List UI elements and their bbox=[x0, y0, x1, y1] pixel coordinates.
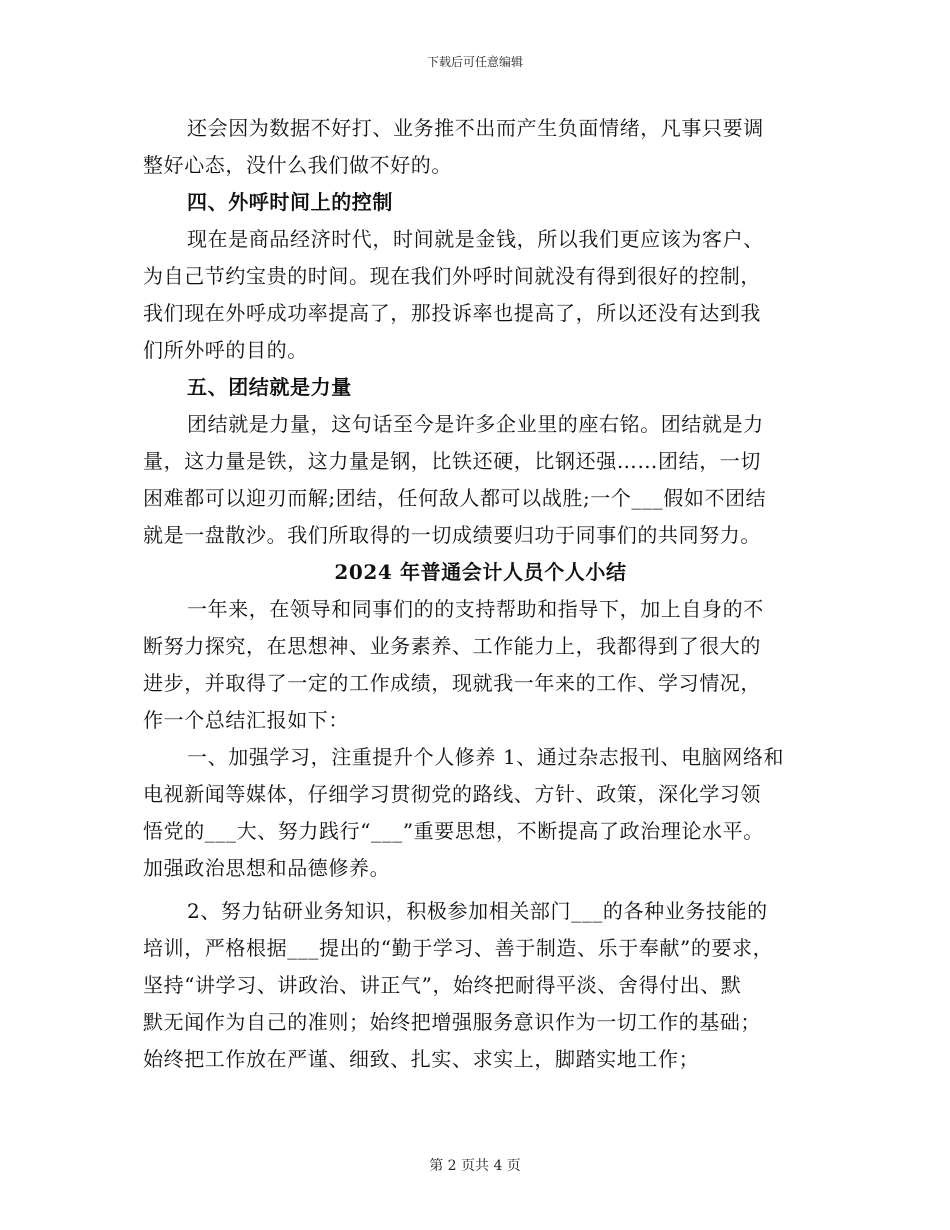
paragraph-line: 困难都可以迎刃而解;团结，任何敌人都可以战胜;一个___假如不团结 bbox=[143, 486, 767, 510]
paragraph-line: 断努力探究，在思想神、业务素养、工作能力上，我都得到了很大的 bbox=[143, 634, 761, 658]
paragraph-line: 始终把工作放在严谨、细致、扎实、求实上，脚踏实地工作； bbox=[143, 1047, 700, 1071]
paragraph-line: 们所外呼的目的。 bbox=[143, 338, 308, 362]
paragraph-line: 悟党的___大、努力践行“___”重要思想，不断提高了政治理论水平。 bbox=[143, 819, 764, 843]
paragraph-line: 电视新闻等媒体，仔细学习贯彻党的路线、方针、政策，深化学习领 bbox=[143, 782, 761, 806]
paragraph-line: 团结就是力量，这句话至今是许多企业里的座右铭。团结就是力 bbox=[187, 412, 764, 436]
page-header: 下载后可任意编辑 bbox=[426, 55, 523, 69]
paragraph-line: 现在是商品经济时代，时间就是金钱，所以我们更应该为客户、 bbox=[187, 227, 764, 251]
paragraph-line: 整好心态，没什么我们做不好的。 bbox=[143, 153, 452, 177]
paragraph-line: 为自己节约宝贵的时间。现在我们外呼时间就没有得到很好的控制， bbox=[143, 264, 761, 288]
paragraph-line: 一年来，在领导和同事们的的支持帮助和指导下，加上自身的不 bbox=[187, 597, 764, 621]
paragraph-line: 坚持“讲学习、讲政治、讲正气”，始终把耐得平淡、舍得付出、默 bbox=[143, 973, 742, 997]
page-footer: 第 2 页共 4 页 bbox=[429, 1158, 521, 1174]
paragraph-line: 进步，并取得了一定的工作成绩，现就我一年来的工作、学习情况， bbox=[143, 671, 761, 695]
document-body bbox=[143, 110, 818, 1078]
paragraph-line: 默无闻作为自己的准则；始终把增强服务意识作为一切工作的基础； bbox=[143, 1010, 761, 1034]
paragraph-line: 我们现在外呼成功率提高了，那投诉率也提高了，所以还没有达到我 bbox=[143, 301, 761, 325]
document-title: 2024 年普通会计人员个人小结 bbox=[334, 560, 627, 584]
paragraph-line: 一、加强学习，注重提升个人修养 1、通过杂志报刊、电脑网络和 bbox=[187, 745, 785, 769]
section-heading: 四、外呼时间上的控制 bbox=[187, 190, 393, 214]
section-heading: 五、团结就是力量 bbox=[187, 375, 352, 399]
paragraph-line: 作一个总结汇报如下： bbox=[143, 708, 349, 732]
paragraph-line: 就是一盘散沙。我们所取得的一切成绩要归功于同事们的共同努力。 bbox=[143, 523, 761, 547]
paragraph-line: 加强政治思想和品德修养。 bbox=[143, 856, 391, 880]
paragraph-line: 培训，严格根据___提出的“勤于学习、善于制造、乐于奉献”的要求， bbox=[143, 936, 774, 960]
paragraph-line: 还会因为数据不好打、业务推不出而产生负面情绪，凡事只要调 bbox=[187, 116, 764, 140]
paragraph-line: 量，这力量是铁，这力量是钢，比铁还硬，比钢还强……团结，一切 bbox=[143, 449, 761, 473]
paragraph-line: 2、努力钻研业务知识，积极参加相关部门___的各种业务技能的 bbox=[187, 899, 768, 923]
